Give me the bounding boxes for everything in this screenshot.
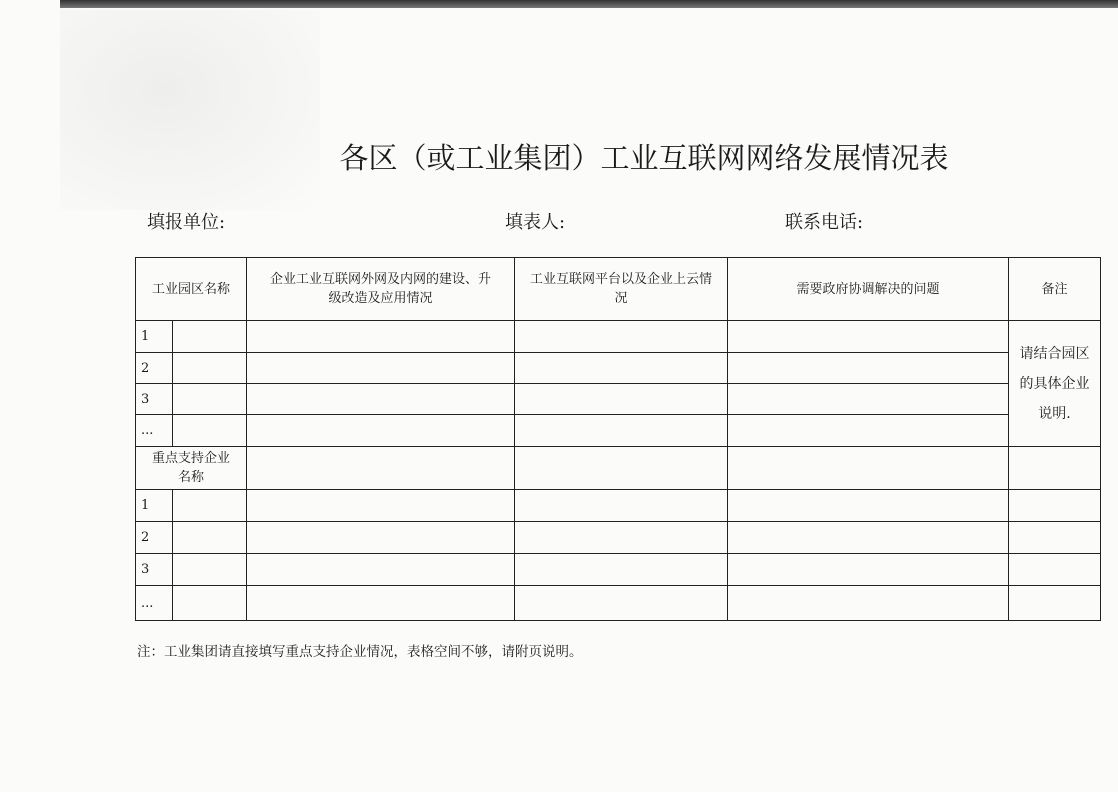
enterprise-name-cell[interactable] — [173, 586, 247, 621]
header-park-name: 工业园区名称 — [136, 258, 247, 321]
enterprise-name-cell[interactable] — [173, 554, 247, 586]
header-remark: 备注 — [1009, 258, 1101, 321]
scan-edge — [60, 0, 1118, 8]
footnote: 注：工业集团请直接填写重点支持企业情况，表格空间不够，请附页说明。 — [137, 644, 583, 660]
issues-cell[interactable] — [728, 384, 1009, 415]
page-title: 各区（或工业集团）工业互联网网络发展情况表 — [339, 141, 949, 175]
header-issues: 需要政府协调解决的问题 — [728, 258, 1009, 321]
network-cell[interactable] — [247, 415, 515, 447]
phone-label: 联系电话: — [785, 212, 864, 233]
park-row-number: 2 — [136, 353, 173, 384]
remark-cell: 请结合园区的具体企业说明. — [1009, 321, 1101, 447]
header-network: 企业工业互联网外网及内网的建设、升级改造及应用情况 — [247, 258, 515, 321]
platform-cell[interactable] — [515, 321, 728, 353]
issues-cell[interactable] — [728, 321, 1009, 353]
platform-cell[interactable] — [515, 353, 728, 384]
enterprise-row-number: 2 — [136, 522, 173, 554]
enterprise-name-cell[interactable] — [173, 522, 247, 554]
park-row-number: 3 — [136, 384, 173, 415]
issues-cell[interactable] — [728, 415, 1009, 447]
park-name-cell[interactable] — [173, 384, 247, 415]
header-platform: 工业互联网平台以及企业上云情况 — [515, 258, 728, 321]
network-cell[interactable] — [247, 353, 515, 384]
unit-label: 填报单位: — [147, 212, 226, 233]
scan-smudge — [60, 10, 320, 210]
enterprise-name-cell[interactable] — [173, 490, 247, 522]
park-name-cell[interactable] — [173, 353, 247, 384]
enterprise-row-number: ... — [136, 586, 173, 621]
platform-cell[interactable] — [515, 415, 728, 447]
enterprise-row-number: 3 — [136, 554, 173, 586]
filler-label: 填表人: — [505, 212, 566, 233]
park-name-cell[interactable] — [173, 415, 247, 447]
platform-cell[interactable] — [515, 384, 728, 415]
park-row-number: 1 — [136, 321, 173, 353]
report-table — [135, 257, 1101, 621]
enterprise-section-header: 重点支持企业名称 — [136, 447, 247, 490]
park-row-number: ... — [136, 415, 173, 447]
network-cell[interactable] — [247, 384, 515, 415]
issues-cell[interactable] — [728, 353, 1009, 384]
enterprise-row-number: 1 — [136, 490, 173, 522]
park-name-cell[interactable] — [173, 321, 247, 353]
network-cell[interactable] — [247, 321, 515, 353]
